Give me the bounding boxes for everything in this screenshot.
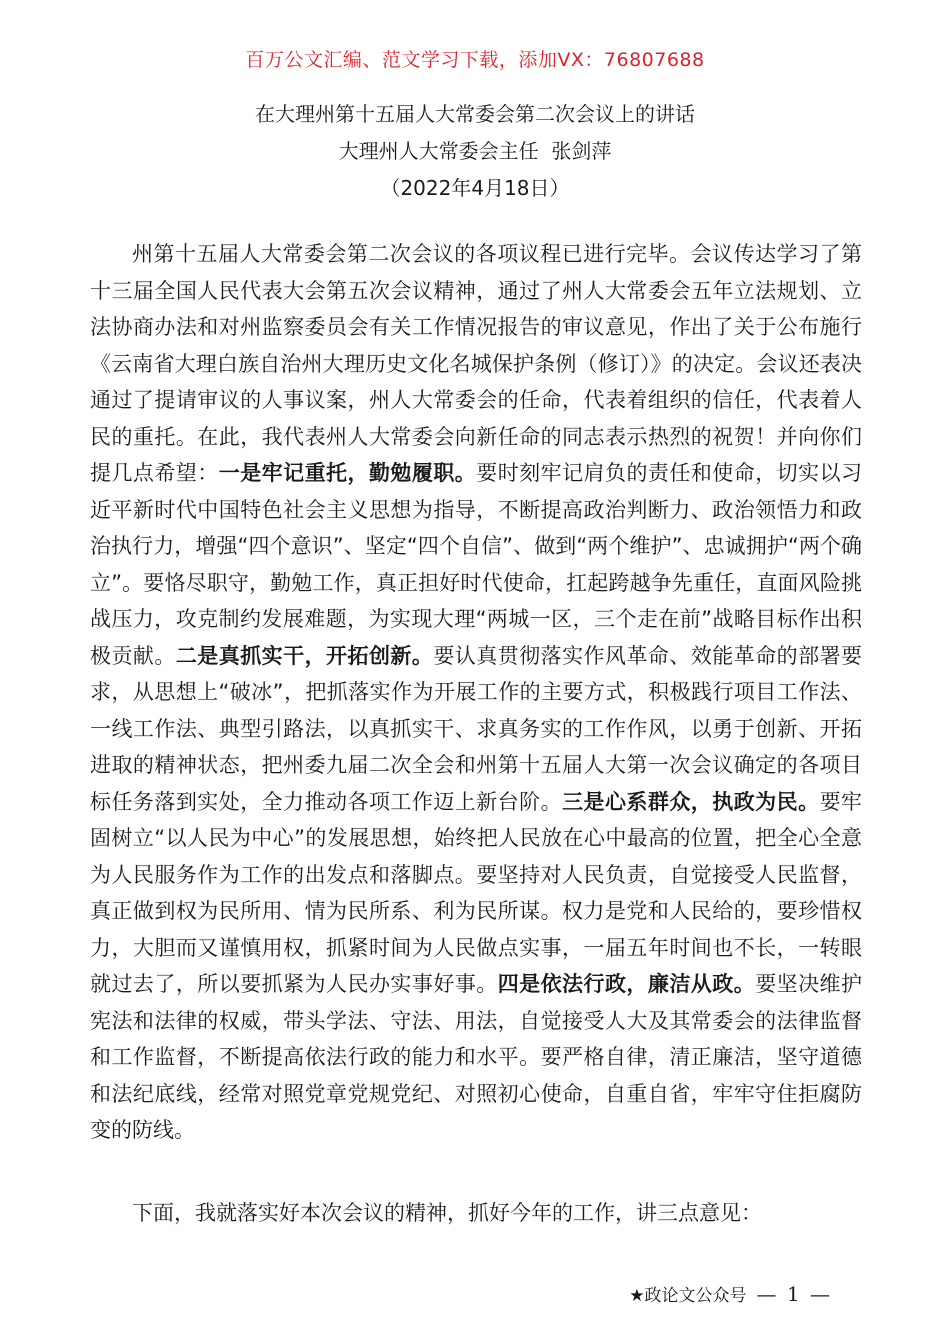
- paragraph-text: 州第十五届人大常委会第二次会议的各项议程已进行完毕。会议传达学习了第十三届全国人民代表大会第五次会议精神，通过了州人大常委会五年立法规划、立法协商办法和对州监察委员会有关工作情况报告的审议意见，作出了关于公布施行《云南省大理白族自治州大理历史文化名城保护条例（修订）》的决定。会议还表决通过了提请审议的人事议案，州人大常委会的任命，代表着组织的信任，代表着人民的重托。在此，我代表州人大常委会向新任命的同志表示热烈的祝贺！并向你们提几点希望：: [90, 242, 862, 485]
- bold-point-3: 三是心系群众，执政为民。: [562, 789, 820, 814]
- paragraph-text: 要坚决维护宪法和法律的权威，带头学法、守法、用法，自觉接受人大及其常委会的法律监督和工作监督，不断提高依法行政的能力和水平。要严格自律，清正廉洁，坚守道德和法纪底线，经常对照党章党规党纪、对照初心使命，自重自省，牢牢守住拒腐防变的防线。: [90, 972, 863, 1142]
- body-paragraph-1: [90, 236, 862, 1149]
- bold-point-2: 二是真抓实干，开拓创新。: [175, 643, 434, 668]
- paragraph-text: 要时刻牢记肩负的责任和使命，切实以习近平新时代中国特色社会主义思想为指导，不断提高政治判断力、政治领悟力和政治执行力，增强“四个意识”、坚定“四个自信”、做到“两个维护”、忠诚拥护“两个确立”。要恪尽职守，勤勉工作，真正担好时代使命，扛起跨越争先重任，直面风险挑战压力，攻克制约发展难题，为实现大理“两城一区，三个走在前”战略目标作出积极贡献。: [90, 461, 863, 668]
- bold-point-1: 一是牢记重托，勤勉履职。: [218, 461, 477, 485]
- speech-heading: [0, 96, 950, 207]
- footer-source: ★政论文公众号: [629, 1286, 747, 1306]
- watermark-banner: 百万公文汇编、范文学习下载，添加VX：76807688: [245, 49, 705, 71]
- body-paragraph-2: 下面，我就落实好本次会议的精神，抓好今年的工作，讲三点意见：: [132, 1201, 762, 1225]
- page-number: — 1 —: [756, 1281, 832, 1306]
- speaker-line: 大理州人大常委会主任 张剑萍: [338, 139, 612, 163]
- paragraph-text: 要牢固树立“以人民为中心”的发展思想，始终把人民放在心中最高的位置，把全心全意为人民服务作为工作的出发点和落脚点。要坚持对人民负责，自觉接受人民监督，真正做到权为民所用、情为民所系、利为民所谋。权力是党和人民给的，要珍惜权力，大胆而又谨慎用权，抓紧时间为人民做点实事，一届五年时间也不长，一转眼就过去了，所以要抓紧为人民办实事好事。: [90, 789, 863, 996]
- speech-title: 在大理州第十五届人大常委会第二次会议上的讲话: [255, 102, 695, 126]
- paragraph-text: 要认真贯彻落实作风革命、效能革命的部署要求，从思想上“破冰”，把抓落实作为开展工作的主要方式，积极践行项目工作法、一线工作法、典型引路法，以真抓实干、求真务实的工作作风，以勇于创新、开拓进取的精神状态，把州委九届二次全会和州第十五届人大第一次会议确定的各项目标任务落到实处，全力推动各项工作迈上新台阶。: [90, 643, 863, 814]
- page-footer: [629, 1281, 832, 1306]
- speech-date: （2022年4月18日）: [380, 176, 570, 200]
- bold-point-4: 四是依法行政，廉洁从政。: [497, 972, 756, 996]
